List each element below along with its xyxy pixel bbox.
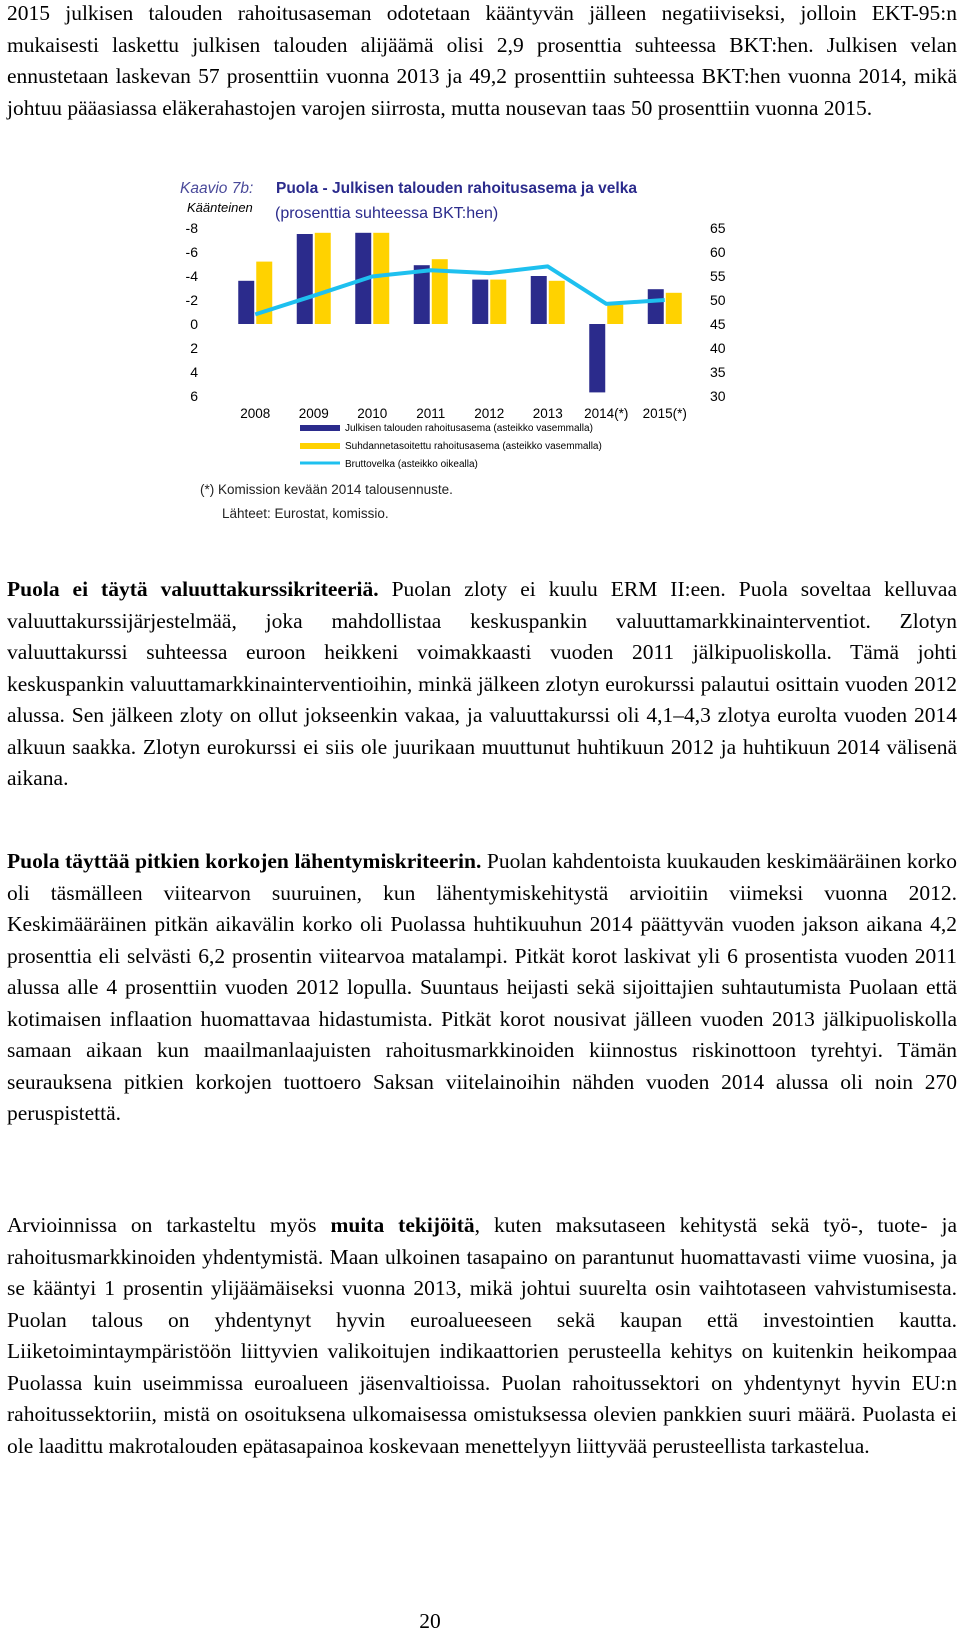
- bar-balance: [648, 289, 664, 324]
- right-axis-tick: 40: [710, 340, 726, 356]
- legend-label-structural: Suhdannetasoitettu rahoitusasema (asteikko vasemmalla): [345, 441, 602, 452]
- chart-subtitle: (prosenttia suhteessa BKT:hen): [275, 205, 499, 222]
- right-axis-tick: 60: [710, 244, 726, 260]
- x-axis-label: 2015(*): [642, 406, 687, 421]
- left-axis-tick: 6: [190, 388, 198, 404]
- left-axis-tick: -8: [185, 220, 198, 236]
- paragraph-exchange-rate: [7, 574, 957, 795]
- left-axis-tick: -2: [185, 292, 198, 308]
- left-axis-tick: 0: [190, 316, 198, 332]
- paragraph-body-exchange-rate: Puolan zloty ei kuulu ERM II:een. Puola soveltaa kelluvaa valuuttakurssijärjestelmää, joka mahdollistaa keskuspankin valuuttamarkkinainterventiot. Zlotyn valuuttakurssi suhteessa euroon heikkeni voimakkaasti vuoden 2011 jälkipuoliskolla. Tämä johti keskuspankin valuuttamarkkinainterventioihin, minkä jälkeen zlotyn eurokurssi palautui osittain vuoden 2012 alussa. Sen jälkeen zloty on ollut jokseenkin vakaa, ja valuuttakurssi oli 4,1–4,3 zlotya eurolta vuoden 2014 alkuun saakka. Zlotyn eurokurssi ei siis ole juurikaan muuttunut huhtikuun 2012 ja huhtikuun 2014 välisenä aikana.: [7, 577, 957, 790]
- paragraph-other-factors: [7, 1210, 957, 1462]
- paragraph-fiscal-outlook: 2015 julkisen talouden rahoitusaseman odotetaan kääntyvän jälleen negatiiviseksi, jolloin EKT-95:n mukaisesti laskettu julkisen talouden alijäämä olisi 2,9 prosenttia suhteessa BKT:hen. Julkisen velan ennustetaan laskevan 57 prosenttiin vuonna 2013 ja 49,2 prosenttiin suhteessa BKT:hen vuonna 2014, mikä johtuu pääasiassa eläkerahastojen varojen siirrosta, mutta nousevan taas 50 prosenttiin vuonna 2015.: [7, 1, 957, 120]
- x-axis-label: 2011: [416, 406, 446, 421]
- chart-general-government-balance-debt: [180, 178, 726, 528]
- left-axis-tick: -6: [185, 244, 198, 260]
- bar-structural-balance: [607, 305, 623, 324]
- bar-structural-balance: [315, 233, 331, 324]
- paragraph-lead-long-term-rates: Puola täyttää pitkien korkojen lähentymiskriteerin.: [7, 849, 482, 873]
- x-axis-label: 2010: [357, 406, 388, 421]
- chart-title-prefix: Kaavio 7b:: [180, 180, 254, 197]
- bar-balance: [472, 280, 488, 324]
- page-number: 20: [419, 1609, 441, 1633]
- x-axis-label: 2013: [532, 406, 563, 421]
- bar-balance: [589, 324, 605, 392]
- left-axis-tick: 4: [190, 364, 198, 380]
- x-axis-label: 2009: [298, 406, 329, 421]
- right-axis-tick: 65: [710, 220, 726, 236]
- chart-left-axis-note: Käänteinen: [187, 200, 253, 215]
- right-axis-tick: 50: [710, 292, 726, 308]
- legend-label-debt: Bruttovelka (asteikko oikealla): [345, 459, 478, 470]
- bar-balance: [238, 281, 254, 324]
- right-axis-tick: 55: [710, 268, 726, 284]
- legend-label-balance: Julkisen talouden rahoitusasema (asteikko vasemmalla): [345, 423, 593, 434]
- chart-title: Puola - Julkisen talouden rahoitusasema ja velka: [276, 180, 637, 197]
- paragraph-pre-other-factors: Arvioinnissa on tarkasteltu myös: [7, 1213, 331, 1237]
- bar-structural-balance: [549, 281, 565, 324]
- left-axis-ticks: [186, 220, 199, 404]
- legend-swatch-structural: [300, 443, 340, 449]
- bar-structural-balance: [373, 233, 389, 324]
- paragraph-long-term-rates: [7, 846, 957, 1130]
- paragraph-body-other-factors: , kuten maksutaseen kehitystä sekä työ-, tuote- ja rahoitusmarkkinoiden yhdentymistä. Maan ulkoinen tasapaino on parantunut huomattavasti viime vuosina, ja se kääntyi 1 prosentin ylijäämäiseksi vuonna 2013, mikä johtui suurelta osin vaihtotaseen vahvistumisesta. Puolan talous on yhdentynyt hyvin euroalueeseen sekä kaupan että investointien kautta. Liiketoimintaympäristöön liittyvien valikoitujen indikaattorien perusteella kehitys on kuitenkin heikompaa Puolassa kuin useimmissa euroalueen jäsenvaltioissa. Puolan rahoitussektori on yhdentynyt hyvin EU:n rahoitussektoriin, mistä on osoituksena ulkomaisessa omistuksessa olevien pankkien suuri määrä. Puolasta ei ole laadittu makrotalouden epätasapainoa koskevaan menettelyyn liittyvää perusteellista tarkastelua.: [7, 1213, 957, 1458]
- paragraph-body-long-term-rates: Puolan kahdentoista kuukauden keskimääräinen korko oli täsmälleen viitearvon suuruinen, kun lähentymiskehitystä arvioitiin viimeksi vuonna 2012. Keskimääräinen pitkän aikavälin korko oli Puolassa huhtikuuhun 2014 päättyvän vuoden jakson aikana 4,2 prosenttia eli selvästi 6,2 prosentin viitearvoa matalampi. Pitkät korot laskivat yli 6 prosentista vuoden 2011 alussa alle 4 prosenttiin vuoden 2012 lopulla. Suuntaus heijasti sekä sijoittajien suhtautumista Puolaan että kotimaisen inflaation huomattavaa hidastumista. Pitkät korot nousivat jälleen vuoden 2013 jälkipuoliskolla samaan aikaan kun maailmanlaajuisten rahoitusmarkkinoiden kiinnostus riskinottoon tyrehtyi. Tämän seurauksena pitkien korkojen tuottoero Saksan viitelainoihin nähden vuoden 2014 alussa oli noin 270 peruspistettä.: [7, 849, 957, 1125]
- right-axis-tick: 45: [710, 316, 726, 332]
- right-axis-ticks: [710, 220, 726, 404]
- x-axis-label: 2012: [474, 406, 505, 421]
- chart-bars: [238, 233, 682, 393]
- right-axis-tick: 30: [710, 388, 726, 404]
- bar-balance: [531, 276, 547, 324]
- left-axis-tick: 2: [190, 340, 198, 356]
- x-axis-labels: [240, 406, 687, 421]
- paragraph-bold-other-factors: muita tekijöitä: [330, 1213, 475, 1237]
- bar-structural-balance: [490, 280, 506, 324]
- paragraph-lead-exchange-rate: Puola ei täytä valuuttakurssikriteeriä.: [7, 577, 379, 601]
- bar-balance: [297, 234, 313, 324]
- chart-legend: [300, 423, 602, 470]
- bar-balance: [414, 265, 430, 324]
- bar-structural-balance: [666, 293, 682, 324]
- left-axis-tick: -4: [185, 268, 198, 284]
- legend-swatch-balance: [300, 425, 340, 431]
- chart-source: Lähteet: Eurostat, komissio.: [222, 506, 389, 521]
- x-axis-label: 2014(*): [584, 406, 629, 421]
- chart-footnote: (*) Komission kevään 2014 talousennuste.: [200, 482, 453, 497]
- x-axis-label: 2008: [240, 406, 271, 421]
- right-axis-tick: 35: [710, 364, 726, 380]
